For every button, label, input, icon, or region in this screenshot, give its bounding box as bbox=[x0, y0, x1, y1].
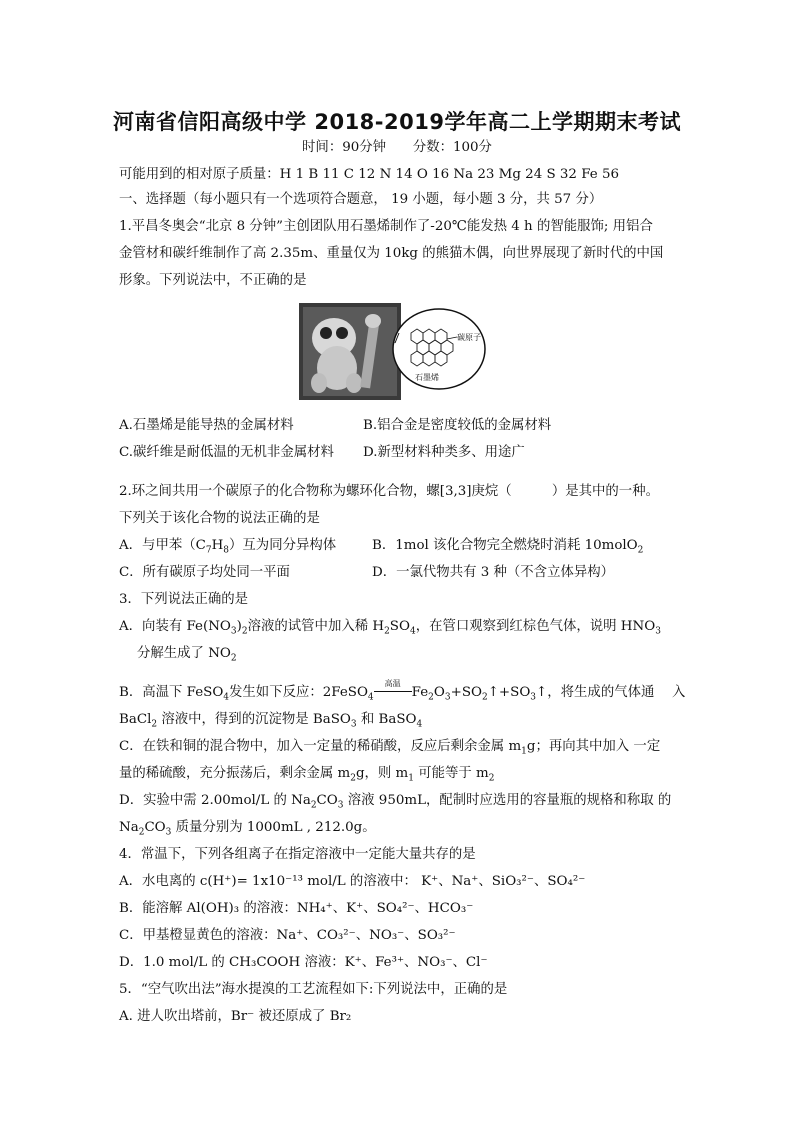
q3-b2c: 和 BaSO bbox=[356, 712, 417, 727]
q3-d1a-sub: 2 bbox=[310, 800, 317, 811]
q3-option-d-line2 bbox=[119, 819, 376, 837]
q3-d1c: 溶液 950mL，配制时应选用的容量瓶的规格和称取 的 bbox=[343, 793, 672, 808]
q3-option-c-line2 bbox=[119, 765, 495, 783]
q2-a-sub1: 7 bbox=[205, 545, 212, 556]
q2-a-end: ）互为同分异构体 bbox=[229, 538, 337, 553]
q3-b2b: 溶液中，得到的沉淀物是 BaSO bbox=[157, 712, 351, 727]
q3-option-a-line2 bbox=[137, 645, 237, 663]
fig-label-graphene: 石墨烯 bbox=[415, 373, 439, 382]
q3-option-b-line1 bbox=[119, 679, 686, 703]
q3-b1d: O bbox=[433, 685, 445, 700]
q3-a1-sub4: 4 bbox=[409, 626, 416, 637]
panda-graphene-image bbox=[299, 303, 487, 400]
q3-d1b-sub: 3 bbox=[337, 800, 344, 811]
q3-a1-c: 溶液的试管中加入稀 H bbox=[247, 619, 385, 634]
q3-c1-sub: 1 bbox=[521, 746, 527, 757]
q3-b1d-sub: 3 bbox=[444, 692, 451, 703]
q4-option-a: A．水电离的 c(H⁺)= 1x10⁻¹³ mol/L 的溶液中： K⁺、Na⁺、SiO₃²⁻、SO₄²⁻ bbox=[119, 874, 586, 889]
q3-c2c: 可能等于 m bbox=[413, 766, 489, 781]
q1-stem-line2: 金管材和碳纤维制作了高 2.35m、重量仅为 10kg 的熊猫木偶，向世界展现了新时代的中国 bbox=[119, 246, 664, 261]
q2-a-mid: H bbox=[211, 538, 224, 553]
q3-stem: 3．下列说法正确的是 bbox=[119, 592, 249, 607]
reaction-condition bbox=[374, 679, 412, 702]
q2-a-sub2: 8 bbox=[223, 545, 230, 556]
q2-option-b bbox=[372, 537, 643, 555]
q1-stem-line3: 形象。下列说法中，不正确的是 bbox=[119, 273, 307, 288]
page-title: 河南省信阳高级中学 2018-2019学年高二上学期期末考试 bbox=[113, 110, 681, 134]
q3-a1-sub5: 3 bbox=[655, 626, 661, 637]
q3-b1c: Fe bbox=[411, 685, 429, 700]
q3-d2c: 质量分别为 1000mL , 212.0g。 bbox=[171, 820, 376, 835]
q3-a1-sub: 3 bbox=[230, 626, 237, 637]
q3-d2a-sub: 2 bbox=[138, 827, 145, 838]
q3-c2-sub: 2 bbox=[350, 773, 356, 784]
q3-a1-e: ，在管口观察到红棕色气体，说明 HNO bbox=[415, 619, 656, 634]
q1-option-d: D.新型材料种类多、用途广 bbox=[363, 445, 525, 460]
q3-b1b: 发生如下反应：2FeSO bbox=[229, 685, 368, 700]
q3-c1: C．在铁和铜的混合物中，加入一定量的稀硝酸，反应后剩余金属 m bbox=[119, 739, 522, 754]
q1-stem-line1: 1.平昌冬奥会“北京 8 分钟”主创团队用石墨烯制作了-20℃能发热 4 h 的智能服饰; 用铝合 bbox=[119, 219, 653, 234]
q3-c2: 量的稀硫酸，充分振荡后，剩余金属 m bbox=[119, 766, 351, 781]
q1-figure bbox=[299, 303, 487, 400]
q3-a1-sub2: 2 bbox=[241, 626, 248, 637]
q3-c2-sub2: 1 bbox=[408, 773, 414, 784]
q3-b1a: B．高温下 FeSO bbox=[119, 685, 224, 700]
q3-a1-d: SO bbox=[389, 619, 410, 634]
q3-d1a: D．实验中需 2.00mol/L 的 Na bbox=[119, 793, 311, 808]
q4-option-c: C．甲基橙显黄色的溶液：Na⁺、CO₃²⁻、NO₃⁻、SO₃²⁻ bbox=[119, 928, 456, 943]
q5-stem: 5．“空气吹出法”海水提溴的工艺流程如下:下列说法中，正确的是 bbox=[119, 982, 508, 997]
q2-a-text: A．与甲苯（C bbox=[119, 538, 206, 553]
q2-b-sub: 2 bbox=[637, 545, 644, 556]
q3-option-a-line1 bbox=[119, 618, 661, 636]
q3-a1-sub3: 2 bbox=[384, 626, 390, 637]
q3-a2: 分解生成了 NO bbox=[137, 646, 231, 661]
fig-label-carbon: 碳原子 bbox=[457, 333, 481, 342]
q2-b-text: B．1mol 该化合物完全燃烧时消耗 10molO bbox=[372, 538, 638, 553]
q2-stem-line2: 下列关于该化合物的说法正确的是 bbox=[119, 511, 320, 526]
q3-a2-sub: 2 bbox=[230, 653, 237, 664]
q1-option-b: B.铝合金是密度较低的金属材料 bbox=[363, 418, 552, 433]
q3-c1b: g；再向其中加入 一定 bbox=[526, 739, 661, 754]
q3-b1a-sub: 4 bbox=[223, 692, 230, 703]
q3-b1e: +SO bbox=[450, 685, 482, 700]
q1-option-a: A.石墨烯是能导热的金属材料 bbox=[119, 418, 294, 433]
q4-option-b: B．能溶解 Al(OH)₃ 的溶液：NH₄⁺、K⁺、SO₄²⁻、HCO₃⁻ bbox=[119, 901, 474, 916]
q1-option-c: C.碳纤维是耐低温的无机非金属材料 bbox=[119, 445, 334, 460]
q3-option-c-line1 bbox=[119, 738, 660, 756]
q3-d2b-sub: 3 bbox=[165, 827, 172, 838]
reaction-condition-label: 高温 bbox=[384, 679, 401, 688]
q5-option-a: A. 进人吹出塔前，Br⁻ 被还原成了 Br₂ bbox=[119, 1009, 352, 1024]
q3-d1b: CO bbox=[316, 793, 338, 808]
q3-a1-b: ) bbox=[236, 619, 242, 634]
q3-c2b: g，则 m bbox=[355, 766, 409, 781]
q3-option-b-line2 bbox=[119, 711, 422, 729]
q3-b1f: ↑+SO bbox=[487, 685, 531, 700]
q3-b1c-sub: 2 bbox=[428, 692, 434, 703]
q2-stem-line1: 2.环之间共用一个碳原子的化合物称为螺环化合物，螺[3,3]庚烷（ ）是其中的一种。 bbox=[119, 484, 659, 499]
q3-b1b-sub: 4 bbox=[367, 692, 374, 703]
q3-b1e-sub: 2 bbox=[481, 692, 488, 703]
q2-option-d: D．一氯代物共有 3 种（不含立体异构） bbox=[372, 565, 615, 580]
q3-b2a-sub: 2 bbox=[151, 719, 158, 730]
q2-option-a bbox=[119, 537, 336, 555]
q3-d2b: CO bbox=[144, 820, 166, 835]
q3-b1g: ↑，将生成的气体通 入 bbox=[536, 685, 686, 700]
exam-meta: 时间：90分钟 分数：100分 bbox=[302, 140, 492, 155]
q2-option-c: C．所有碳原子均处同一平面 bbox=[119, 565, 290, 580]
q3-b1f-sub: 3 bbox=[530, 692, 537, 703]
q3-b2c-sub: 4 bbox=[416, 719, 423, 730]
q3-option-d-line1 bbox=[119, 792, 671, 810]
atomic-masses: 可能用到的相对原子质量：H 1 B 11 C 12 N 14 O 16 Na 23 Mg 24 S 32 Fe 56 bbox=[119, 167, 619, 182]
q3-b2a: BaCl bbox=[119, 712, 152, 727]
q3-a1: A．向装有 Fe(NO bbox=[119, 619, 231, 634]
section-heading: 一、选择题（每小题只有一个选项符合题意， 19 小题，每小题 3 分，共 57 分） bbox=[119, 192, 603, 207]
q3-b2b-sub: 3 bbox=[350, 719, 357, 730]
q4-option-d: D．1.0 mol/L 的 CH₃COOH 溶液：K⁺、Fe³⁺、NO₃⁻、Cl⁻ bbox=[119, 955, 488, 970]
q3-c2-sub3: 2 bbox=[488, 773, 495, 784]
q4-stem: 4．常温下，下列各组离子在指定溶液中一定能大量共存的是 bbox=[119, 847, 476, 862]
q3-d2a: Na bbox=[119, 820, 139, 835]
